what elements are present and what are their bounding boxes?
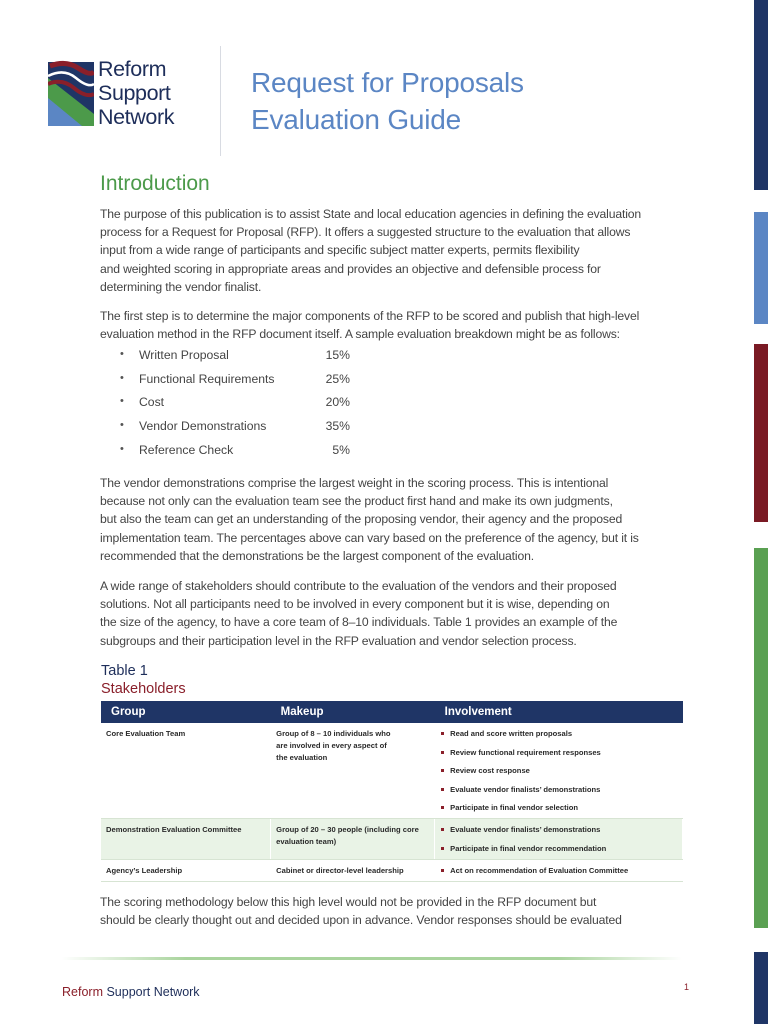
makeup-cell	[271, 819, 435, 860]
paragraph-line: The purpose of this publication is to assist State and local education agencies in defining the evaluation	[100, 207, 642, 221]
involvement-item: Review functional requirement responses	[440, 747, 677, 766]
edge-bar-blue	[754, 212, 768, 324]
paragraph-4	[100, 577, 690, 650]
involvement-cell	[435, 859, 683, 881]
table-row	[101, 723, 683, 819]
involvement-item: Participate in final vendor recommendation	[440, 843, 677, 855]
paragraph-line: but also the team can get an understanding of the proposing vendor, their agency and the proposed	[100, 512, 623, 527]
document-title	[251, 64, 524, 138]
paragraph-line: recommended that the demonstrations be the largest component of the evaluation.	[100, 548, 534, 563]
table-label: Table 1	[101, 663, 148, 679]
breakdown-label: Reference Check	[139, 442, 234, 457]
paragraph-line: because not only can the evaluation team see the product first hand and make its own judgments,	[100, 494, 613, 509]
title-line-2: Evaluation Guide	[251, 104, 462, 135]
breakdown-percent: 35%	[325, 419, 350, 434]
edge-bar-maroon	[754, 344, 768, 522]
paragraph-1	[100, 205, 690, 296]
paragraph-line: solutions. Not all participants need to be involved in every component but it is wise, depending on	[100, 597, 610, 612]
involvement-item: Participate in final vendor selection	[440, 802, 677, 814]
bullet-icon: •	[120, 371, 124, 384]
edge-bar-green	[754, 548, 768, 928]
footer-brand	[62, 985, 200, 999]
edge-bar-navy-bottom	[754, 952, 768, 1024]
group-cell: Agency’s Leadership	[101, 859, 271, 881]
paragraph-5	[100, 893, 690, 929]
paragraph-3	[100, 474, 690, 565]
involvement-item: Review cost response	[440, 765, 677, 784]
footer-divider	[62, 957, 682, 960]
table-header-row	[101, 701, 683, 723]
bullet-icon: •	[120, 395, 124, 408]
logo-line-1: Reform	[98, 57, 167, 81]
group-cell: Demonstration Evaluation Committee	[101, 819, 271, 860]
paragraph-line: input from a wide range of participants and specific subject matter experts, permits flexibility	[100, 243, 580, 258]
makeup-line: the evaluation	[276, 753, 328, 762]
involvement-item: Act on recommendation of Evaluation Committee	[440, 865, 677, 877]
breakdown-percent: 5%	[332, 442, 350, 457]
logo-line-2: Support	[98, 81, 171, 105]
involvement-item: Evaluate vendor finalists’ demonstrations	[440, 784, 677, 803]
paragraph-line: The first step is to determine the major components of the RFP to be scored and publish that high-level	[100, 309, 640, 323]
paragraph-line: the size of the agency, to have a core team of 8–10 individuals. Table 1 provides an example of the	[100, 615, 618, 630]
breakdown-label: Functional Requirements	[139, 371, 275, 386]
involvement-item: Read and score written proposals	[440, 728, 677, 747]
footer-brand-first: Reform	[62, 985, 103, 999]
header-divider	[220, 46, 221, 156]
table-caption	[101, 662, 186, 698]
bullet-icon: •	[120, 348, 124, 360]
paragraph-line: The scoring methodology below this high level would not be provided in the RFP document but	[100, 895, 597, 909]
table-row	[101, 859, 683, 881]
bullet-icon: •	[120, 419, 124, 432]
involvement-list	[440, 824, 677, 855]
breakdown-percent: 20%	[325, 395, 350, 410]
involvement-item: Evaluate vendor finalists’ demonstrations	[440, 824, 677, 843]
bullet-icon: •	[120, 442, 124, 455]
reform-support-network-logo	[48, 58, 94, 130]
page-number: 1	[684, 982, 690, 992]
breakdown-label: Cost	[139, 395, 165, 410]
involvement-cell	[435, 723, 683, 819]
paragraph-line: implementation team. The percentages above can vary based on the preference of the agency, but it is	[100, 530, 639, 545]
breakdown-label: Written Proposal	[139, 348, 229, 362]
involvement-cell	[435, 819, 683, 860]
makeup-line: Group of 20 – 30 people (including core	[276, 825, 419, 835]
paragraph-line: process for a Request for Proposal (RFP). It offers a suggested structure to the evaluation that allows	[100, 225, 631, 240]
involvement-list	[440, 728, 677, 814]
column-header-makeup: Makeup	[271, 701, 435, 723]
makeup-line: Group of 8 – 10 individuals who	[276, 729, 391, 738]
makeup-cell	[271, 723, 435, 819]
logo-wordmark	[98, 57, 174, 129]
group-cell: Core Evaluation Team	[101, 723, 271, 819]
makeup-line: are involved in every aspect of	[276, 741, 387, 750]
column-header-involvement: Involvement	[435, 701, 683, 723]
breakdown-percent: 15%	[325, 348, 350, 362]
introduction-heading: Introduction	[100, 172, 210, 195]
paragraph-line: and weighted scoring in appropriate areas and provides an objective and defensible process for	[100, 261, 601, 276]
involvement-list	[440, 865, 677, 877]
column-header-group: Group	[101, 701, 271, 723]
table-title: Stakeholders	[101, 681, 186, 697]
paragraph-line: evaluation method in the RFP document itself. A sample evaluation breakdown might be as follows:	[100, 327, 620, 342]
breakdown-percent: 25%	[325, 371, 350, 386]
paragraph-line: determining the vendor finalist.	[100, 279, 262, 294]
paragraph-line: should be clearly thought out and decided upon in advance. Vendor responses should be evaluated	[100, 913, 622, 928]
title-line-1: Request for Proposals	[251, 67, 524, 98]
paragraph-line: A wide range of stakeholders should contribute to the evaluation of the vendors and their proposed	[100, 579, 617, 593]
paragraph-2	[100, 307, 690, 343]
logo-line-3: Network	[98, 105, 175, 129]
paragraph-line: The vendor demonstrations comprise the largest weight in the scoring process. This is intentional	[100, 476, 609, 490]
paragraph-line: subgroups and their participation level in the RFP evaluation and vendor selection process.	[100, 633, 577, 648]
edge-bar-navy-top	[754, 0, 768, 190]
table-row	[101, 819, 683, 860]
makeup-line: Cabinet or director-level leadership	[276, 865, 404, 875]
makeup-cell	[271, 859, 435, 881]
footer-brand-rest: Support Network	[102, 985, 200, 999]
makeup-line: evaluation team)	[276, 837, 337, 847]
stakeholders-table	[101, 701, 683, 882]
breakdown-label: Vendor Demonstrations	[139, 419, 267, 434]
